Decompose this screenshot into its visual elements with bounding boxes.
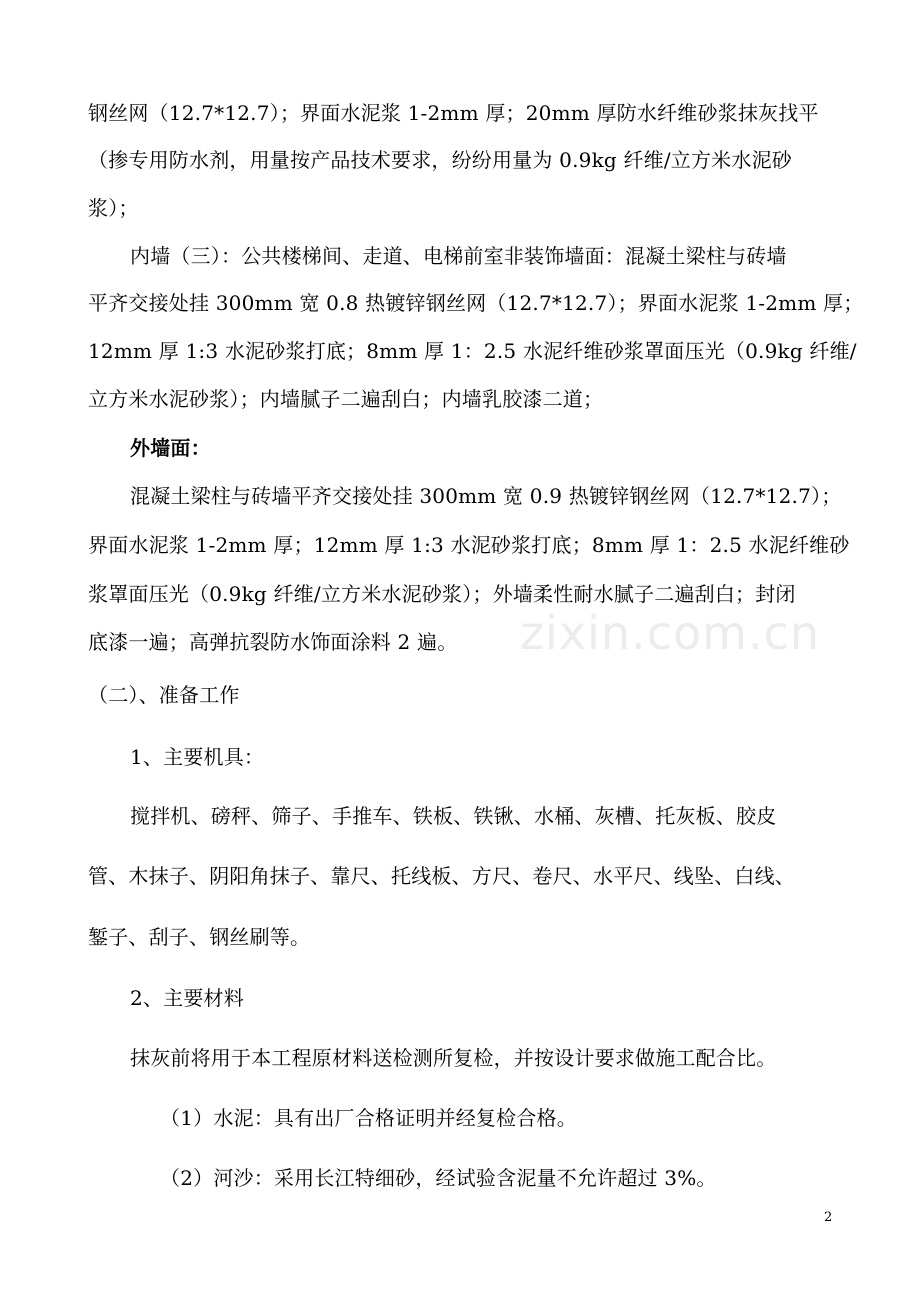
section-heading-exterior-wall: 外墙面： xyxy=(130,436,211,460)
page-number: 2 xyxy=(824,1210,833,1225)
text-line-7: 立方米水泥砂浆）；内墙腻子二遍刮白；内墙乳胶漆二道； xyxy=(88,387,604,411)
text-line-16: 管、木抹子、阴阳角抹子、靠尺、托线板、方尺、卷尺、水平尺、线坠、白线、 xyxy=(88,864,795,888)
list-item-cement: （1）水泥：具有出厂合格证明并经复检合格。 xyxy=(160,1106,577,1130)
subheading-main-materials: 2、主要材料 xyxy=(130,986,244,1010)
text-line-11: 浆罩面压光（0.9kg 纤维/立方米水泥砂浆）；外墙柔性耐水腻子二遍刮白；封闭 xyxy=(88,582,796,606)
text-line-5: 平齐交接处挂 300mm 宽 0.8 热镀锌钢丝网（12.7*12.7）；界面水泥浆 1-2mm 厚； xyxy=(88,291,864,315)
text-line-1: 钢丝网（12.7*12.7）；界面水泥浆 1-2mm 厚；20mm 厚防水纤维砂浆抹灰找平 xyxy=(88,101,819,125)
text-line-17: 錾子、刮子、钢丝刷等。 xyxy=(88,925,311,949)
watermark-text: zixin.com.cn xyxy=(520,606,821,660)
section-heading-preparation: （二）、准备工作 xyxy=(88,683,240,707)
text-line-2: （掺专用防水剂，用量按产品技术要求，纷纷用量为 0.9kg 纤维/立方米水泥砂 xyxy=(88,148,792,172)
text-line-15: 搅拌机、磅秤、筛子、手推车、铁板、铁锹、水桶、灰槽、托灰板、胶皮 xyxy=(130,804,777,828)
text-line-3: 浆）； xyxy=(88,196,139,220)
text-line-12: 底漆一遍；高弹抗裂防水饰面涂料 2 遍。 xyxy=(88,630,458,654)
text-line-10: 界面水泥浆 1-2mm 厚；12mm 厚 1:3 水泥砂浆打底；8mm 厚 1：2.5 水泥纤维砂 xyxy=(88,533,850,557)
text-line-6: 12mm 厚 1:3 水泥砂浆打底；8mm 厚 1：2.5 水泥纤维砂浆罩面压光（0.9kg 纤维/ xyxy=(88,339,857,363)
subheading-main-tools: 1、主要机具： xyxy=(130,745,265,769)
text-line-9: 混凝土梁柱与砖墙平齐交接处挂 300mm 宽 0.9 热镀锌钢丝网（12.7*12.7）； xyxy=(130,484,842,508)
list-item-river-sand: （2）河沙：采用长江特细砂，经试验含泥量不允许超过 3%。 xyxy=(160,1166,717,1190)
text-line-4: 内墙（三）：公共楼梯间、走道、电梯前室非装饰墙面：混凝土梁柱与砖墙 xyxy=(130,244,787,268)
text-line-19: 抹灰前将用于本工程原材料送检测所复检，并按设计要求做施工配合比。 xyxy=(130,1046,777,1070)
